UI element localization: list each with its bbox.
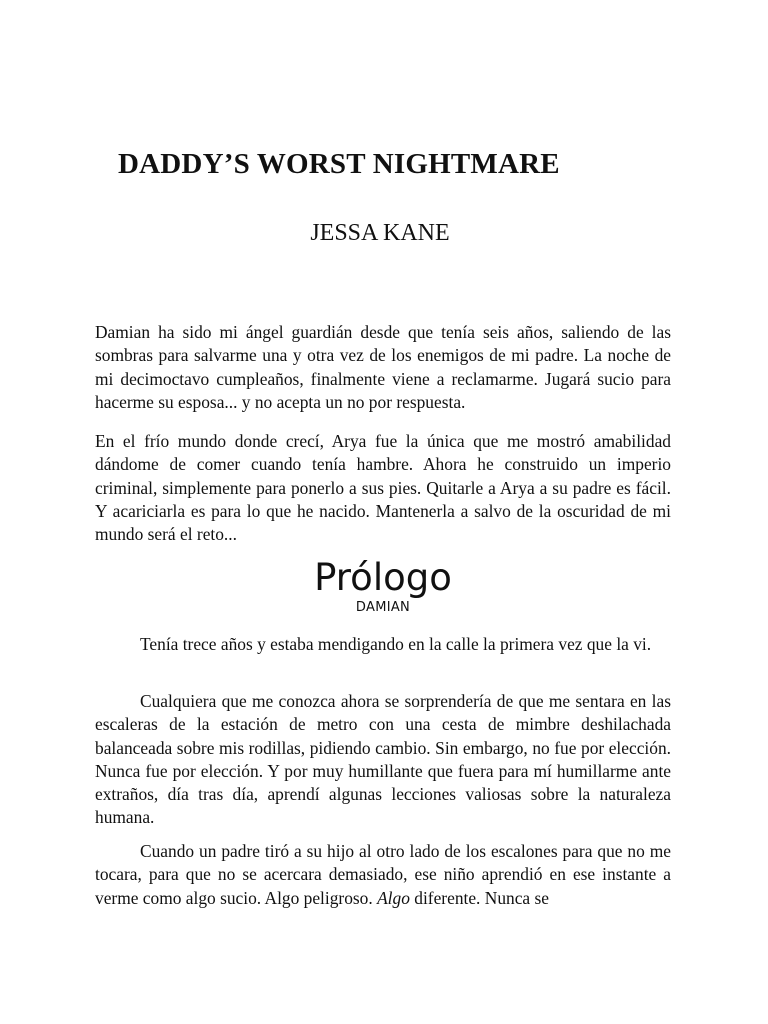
chapter-paragraph-3-continuation: diferente. Nunca se bbox=[409, 887, 549, 908]
author-name: JESSA KANE bbox=[310, 220, 450, 246]
book-title: DADDY’S WORST NIGHTMARE bbox=[118, 148, 560, 180]
chapter-title: Prólogo bbox=[314, 556, 452, 599]
chapter-paragraph-2: Cualquiera que me conozca ahora se sorprendería de que me sentara en las escaleras de la estación de metro con una cesta de mimbre deshilachada balanceada sobre mis rodillas, pidiendo cambio. Sin embargo, no fue por elección. Nunca fue por elección. Y por muy humillante que fuera para mí humillarme ante extraños, día tras día, aprendí algunas lecciones valiosas sobre la naturaleza humana. bbox=[95, 691, 671, 828]
chapter-paragraph-3-text: Cuando un padre tiró a su hijo al otro lado de los escalones para que no me tocara, para que no se acercara demasiado, ese niño aprendió en ese instante a verme como algo sucio. Algo peligroso. bbox=[95, 841, 671, 908]
chapter-paragraph-1: Tenía trece años y estaba mendigando en la calle la primera vez que la vi. bbox=[140, 634, 652, 654]
blurb-paragraph-2: En el frío mundo donde crecí, Arya fue la única que me mostró amabilidad dándome de comer cuando tenía hambre. Ahora he construido un imperio criminal, simplemente para ponerlo a sus pies. Quitarle a Arya a su padre es fácil. Y acariciarla es para lo que he nacido. Mantenerla a salvo de la oscuridad de mi mundo será el reto... bbox=[95, 431, 671, 545]
chapter-paragraph-3 bbox=[95, 840, 671, 910]
chapter-paragraph-3-emphasis: Algo bbox=[377, 887, 410, 908]
blurb-paragraph-1: Damian ha sido mi ángel guardián desde que tenía seis años, saliendo de las sombras para salvarme una y otra vez de los enemigos de mi padre. La noche de mi decimoctavo cumpleaños, finalmente viene a reclamarme. Jugará sucio para hacerme su esposa... y no acepta un no por respuesta. bbox=[95, 322, 671, 412]
chapter-narrator: DAMIAN bbox=[355, 600, 411, 615]
